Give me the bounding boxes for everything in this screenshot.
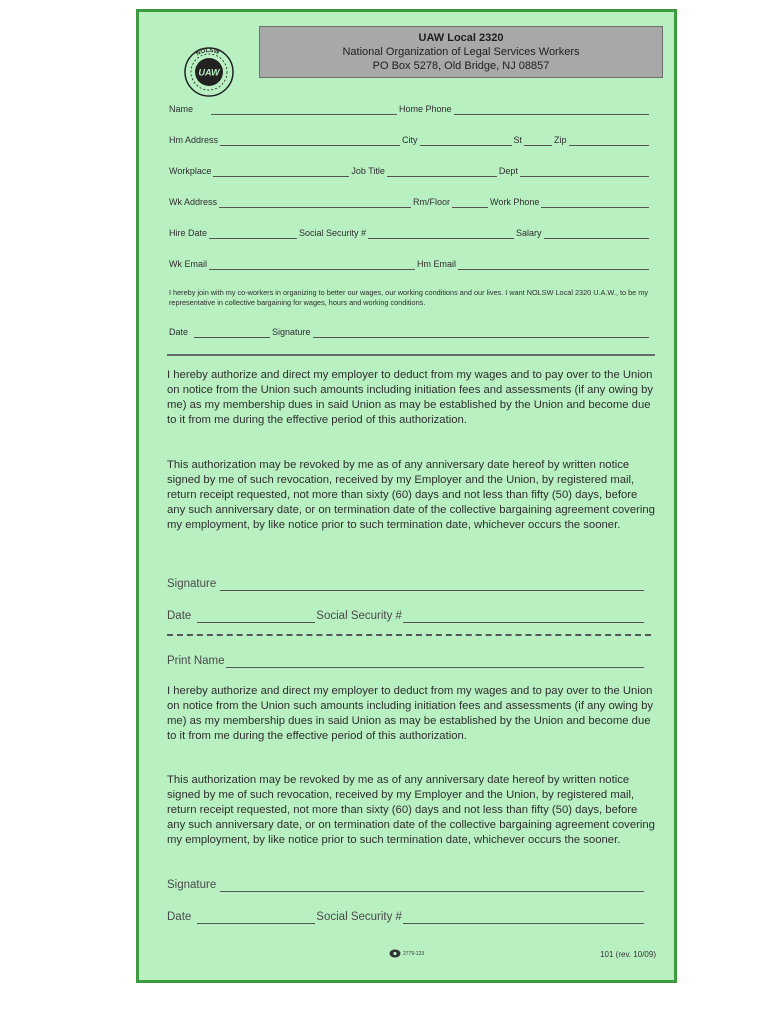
section1-ss-label: Social Security # [316,610,402,622]
seal-ring-text: NOLSW [195,47,220,58]
workplace-field[interactable] [213,167,349,177]
union-bug-text: 2779-123 [403,950,425,957]
section1-signature-label: Signature [167,578,217,590]
header-organization: National Organization of Legal Services Workers [342,46,580,58]
membership-statement: I hereby join with my co-workers in organizing to better our wages, our working conditions and our lives. I want NOLSW Local 2320 U.A.W., to be my representative in collective bargaining for wages, hours and working conditions. [169,288,648,307]
section2-date-field[interactable] [197,912,315,924]
signature-field[interactable] [313,328,649,338]
section2-ss-field[interactable] [403,912,644,924]
section2-date-row [167,910,645,924]
section1-date-row [167,609,645,623]
section2-signature-field[interactable] [220,880,644,892]
hm-address-field[interactable] [220,136,400,146]
salary-label: Salary [516,228,542,238]
name-label: Name [169,104,194,114]
union-seal-icon [183,46,235,98]
row-name [169,104,651,115]
hire-date-label: Hire Date [169,228,208,238]
wk-address-field[interactable] [219,198,411,208]
section2-print-name-label: Print Name [167,655,225,667]
row-hm-address [169,135,651,146]
rm-floor-label: Rm/Floor [413,197,451,207]
wk-email-label: Wk Email [169,259,207,269]
home-phone-field[interactable] [454,105,649,115]
salary-field[interactable] [544,229,649,239]
section1-signature-field[interactable] [220,579,644,591]
st-field[interactable] [524,136,552,146]
section2-signature-label: Signature [167,879,217,891]
zip-label: Zip [554,135,567,145]
section2-ss-label: Social Security # [316,911,402,923]
work-phone-field[interactable] [541,198,649,208]
workplace-label: Workplace [169,166,212,176]
home-phone-label: Home Phone [399,104,452,114]
seal-text: UAW [198,67,220,78]
wk-email-field[interactable] [209,260,415,270]
signature-label: Signature [272,327,311,337]
revocation-paragraph-1: This authorization may be revoked by me as of any anniversary date hereof by written notice signed by me of such revocation, received by my Employer and the Union, by registered mail, return receipt requested, not more than sixty (60) days and not less than fifty (50) days, before any such anniversary date, or on termination date of the collective bargaining agreement covering my employment, by like notice prior to such termination date, whichever occurs the sooner. [167,459,655,531]
hm-email-label: Hm Email [417,259,457,269]
header-title: UAW Local 2320 [418,32,504,44]
row-email [169,259,651,270]
hire-date-field[interactable] [209,229,297,239]
city-label: City [402,135,418,145]
revocation-paragraph-2: This authorization may be revoked by me as of any anniversary date hereof by written notice signed by me of such revocation, received by my Employer and the Union, by registered mail, return receipt requested, not more than sixty (60) days and not less than fifty (50) days, before any such anniversary date, or on termination date of the collective bargaining agreement covering my employment, by like notice prior to such termination date, whichever occurs the sooner. [167,774,655,846]
dues-authorization-card [136,9,677,983]
section2-signature-row [167,878,645,892]
rm-floor-field[interactable] [452,198,488,208]
section1-date-field[interactable] [197,611,315,623]
header-address: PO Box 5278, Old Bridge, NJ 08857 [372,60,550,72]
row-date-signature [169,327,651,338]
work-phone-label: Work Phone [490,197,540,207]
dept-label: Dept [498,166,518,176]
zip-field[interactable] [569,136,649,146]
city-field[interactable] [420,136,512,146]
social-security-label: Social Security # [299,228,367,238]
union-bug-icon [389,949,401,958]
date-field[interactable] [194,328,270,338]
date-label: Date [169,327,189,337]
row-hire-date [169,228,651,239]
job-title-field[interactable] [387,167,497,177]
section1-signature-row [167,577,645,591]
st-label: St [513,135,523,145]
row-wk-address [169,197,651,208]
authorization-paragraph-2: I hereby authorize and direct my employer to deduct from my wages and to pay over to the Union on notice from the Union such amounts including initiation fees and assessments (if any owing by me) as my membership dues in said Union as may be established by the Union and become due to it from me during the effective period of this authorization. [167,685,654,742]
wk-address-label: Wk Address [169,197,218,207]
section2-date-label: Date [167,911,192,923]
tear-line [167,634,651,636]
job-title-label: Job Title [351,166,385,176]
section2-print-name-field[interactable] [226,656,644,668]
divider [167,354,655,356]
section2-print-name-row [167,654,645,668]
hm-email-field[interactable] [458,260,649,270]
section1-ss-field[interactable] [403,611,644,623]
dept-field[interactable] [520,167,649,177]
hm-address-label: Hm Address [169,135,219,145]
revision-label: 101 (rev. 10/09) [600,950,656,959]
authorization-paragraph-1: I hereby authorize and direct my employer to deduct from my wages and to pay over to the Union on notice from the Union such amounts including initiation fees and assessments (if any owing by me) as my membership dues in said Union as may be established by the Union and become due to it from me during the effective period of this authorization. [167,369,654,426]
section1-date-label: Date [167,610,192,622]
union-bug [389,949,424,958]
row-workplace [169,166,651,177]
name-field[interactable] [211,105,397,115]
social-security-field[interactable] [368,229,514,239]
header-box [259,26,663,78]
